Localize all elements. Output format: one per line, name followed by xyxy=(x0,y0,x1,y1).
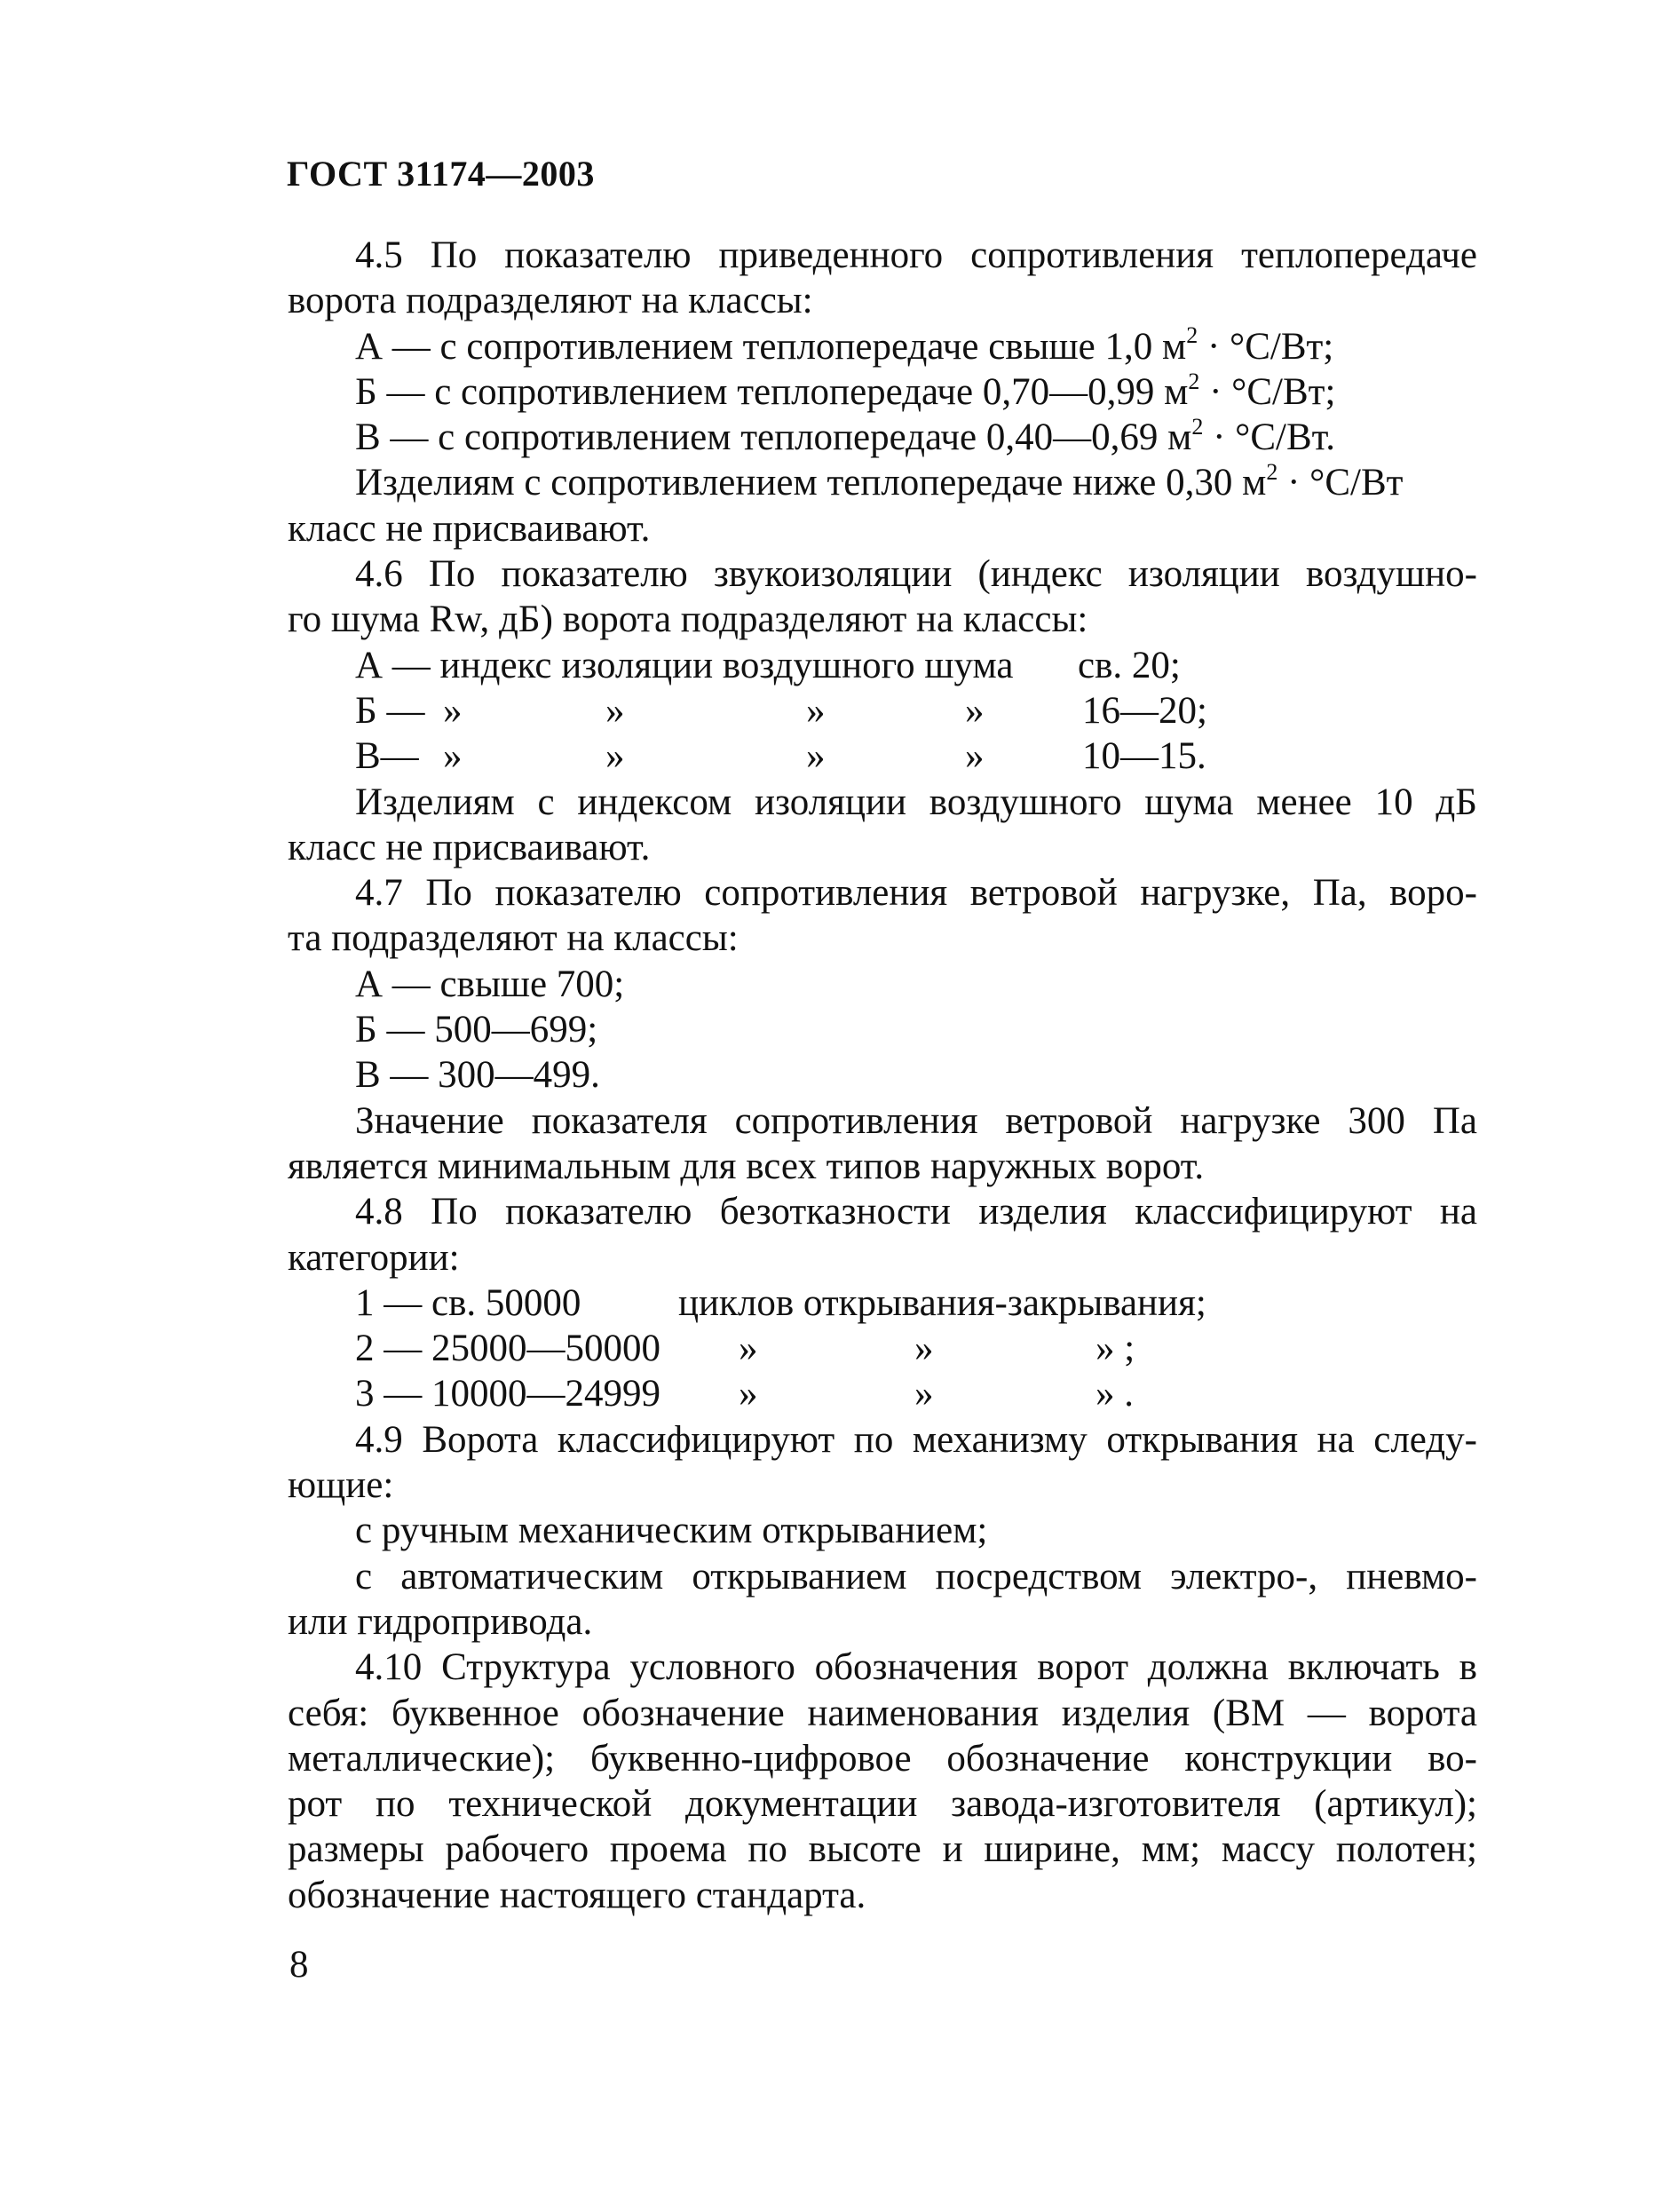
ditto-mark: » xyxy=(965,735,985,778)
section-4-8-line-2: категории: xyxy=(288,1236,460,1279)
section-4-5-line-2: ворота подразделяют на классы: xyxy=(288,280,813,322)
page-number: 8 xyxy=(289,1944,309,1986)
section-4-7-class-a: А — свыше 700; xyxy=(355,963,625,1005)
category-2-end: » ; xyxy=(1095,1328,1135,1370)
section-4-6-note-1: Изделиям с индексом изоляции воздушного шума менее 10 дБ xyxy=(355,781,1477,823)
class-a-value: св. 20; xyxy=(1078,644,1181,686)
section-4-10-line-1: 4.10 Структура условного обозначения ворот должна включать в xyxy=(355,1646,1477,1689)
section-4-5-note-1 xyxy=(288,460,1477,505)
section-4-7-line-1: 4.7 По показателю сопротивления ветровой нагрузке, Па, воро- xyxy=(355,872,1477,915)
section-4-7-line-2: та подразделяют на классы: xyxy=(288,917,739,960)
section-4-8-category-3 xyxy=(288,1371,1477,1416)
category-3-end: » . xyxy=(1095,1373,1134,1415)
class-v-label: В— xyxy=(355,735,419,778)
section-4-5-line-1: 4.5 По показателю приведенного сопротивления теплопередаче xyxy=(355,234,1477,276)
section-4-5-class-v xyxy=(288,415,1477,460)
section-4-6-class-a xyxy=(288,643,1477,688)
exponent: 2 xyxy=(1188,368,1200,394)
ditto-mark: » xyxy=(605,689,625,732)
section-4-9-line-2: ющие: xyxy=(288,1464,394,1507)
section-4-10-line-5: размеры рабочего проема по высоте и ширине, мм; массу полотен; xyxy=(288,1828,1477,1871)
section-4-8-category-2 xyxy=(288,1326,1477,1371)
section-4-5-class-b xyxy=(288,369,1477,415)
note-text: Изделиям с сопротивлением теплопередаче ниже 0,30 м xyxy=(355,462,1267,504)
section-4-7-note-2: является минимальным для всех типов наружных ворот. xyxy=(288,1145,1205,1187)
ditto-mark: » xyxy=(739,1373,758,1415)
section-4-7-class-b: Б — 500—699; xyxy=(355,1009,598,1051)
ditto-mark: » xyxy=(965,689,985,732)
ditto-mark: » xyxy=(914,1373,934,1415)
category-3-range: 3 — 10000—24999 xyxy=(355,1373,660,1415)
section-4-9-item-1: с ручным механическим открыванием; xyxy=(355,1510,988,1552)
category-2-range: 2 — 25000—50000 xyxy=(355,1328,660,1370)
category-1-desc: циклов открывания-закрывания; xyxy=(678,1281,1206,1324)
section-4-10-line-6: обозначение настоящего стандарта. xyxy=(288,1874,866,1916)
unit: · °С/Вт. xyxy=(1203,416,1335,459)
class-b-value: 16—20; xyxy=(1082,689,1207,732)
section-4-5-note-2: класс не присваивают. xyxy=(288,507,651,550)
section-4-8-line-1: 4.8 По показателю безотказности изделия классифицируют на xyxy=(355,1191,1477,1233)
section-4-10-line-4: рот по технической документации завода-изготовителя (артикул); xyxy=(288,1783,1477,1826)
class-a-text: А — индекс изоляции воздушного шума xyxy=(355,644,1014,686)
ditto-mark: » xyxy=(739,1328,758,1370)
category-1-range: 1 — св. 50000 xyxy=(355,1281,581,1324)
section-4-6-class-v xyxy=(288,733,1477,779)
section-4-9-item-2a: с автоматическим открыванием посредством электро-, пневмо- xyxy=(355,1555,1477,1598)
section-4-6-class-b xyxy=(288,688,1477,733)
ditto-mark: » xyxy=(806,689,826,732)
section-4-7-note-1: Значение показателя сопротивления ветровой нагрузке 300 Па xyxy=(355,1099,1477,1142)
section-4-8-category-1 xyxy=(288,1280,1477,1326)
document-body xyxy=(288,233,1477,1918)
ditto-mark: » xyxy=(443,735,463,778)
section-4-7-class-v: В — 300—499. xyxy=(355,1054,600,1097)
section-4-10-line-3: металлические); буквенно-цифровое обозначение конструкции во- xyxy=(288,1737,1477,1780)
section-4-9-item-2b: или гидропривода. xyxy=(288,1600,593,1643)
document-header: ГОСТ 31174—2003 xyxy=(287,154,595,194)
ditto-mark: » xyxy=(605,735,625,778)
exponent: 2 xyxy=(1191,413,1204,440)
class-v-text: В — с сопротивлением теплопередаче 0,40—0,69 м xyxy=(355,416,1192,459)
ditto-mark: » xyxy=(806,735,826,778)
section-4-6-note-2: класс не присваивают. xyxy=(288,826,651,868)
ditto-mark: » xyxy=(443,689,463,732)
unit: · °С/Вт xyxy=(1277,462,1404,504)
section-4-5-class-a xyxy=(288,324,1477,369)
class-v-value: 10—15. xyxy=(1082,735,1206,778)
class-b-text: Б — с сопротивлением теплопередаче 0,70—0,99 м xyxy=(355,370,1189,413)
exponent: 2 xyxy=(1186,322,1198,349)
section-4-10-line-2: себя: буквенное обозначение наименования изделия (ВМ — ворота xyxy=(288,1692,1477,1734)
section-4-6-line-1: 4.6 По показателю звукоизоляции (индекс изоляции воздушно- xyxy=(355,553,1477,596)
exponent: 2 xyxy=(1266,459,1278,486)
unit: · °С/Вт; xyxy=(1198,325,1334,368)
ditto-mark: » xyxy=(914,1328,934,1370)
section-4-6-line-2: го шума Rw, дБ) ворота подразделяют на классы: xyxy=(288,599,1088,641)
unit: · °С/Вт; xyxy=(1199,370,1336,413)
class-b-label: Б — xyxy=(355,689,425,732)
class-a-text: А — с сопротивлением теплопередаче свыше 1,0 м xyxy=(355,325,1187,368)
section-4-9-line-1: 4.9 Ворота классифицируют по механизму открывания на следу- xyxy=(355,1418,1477,1461)
